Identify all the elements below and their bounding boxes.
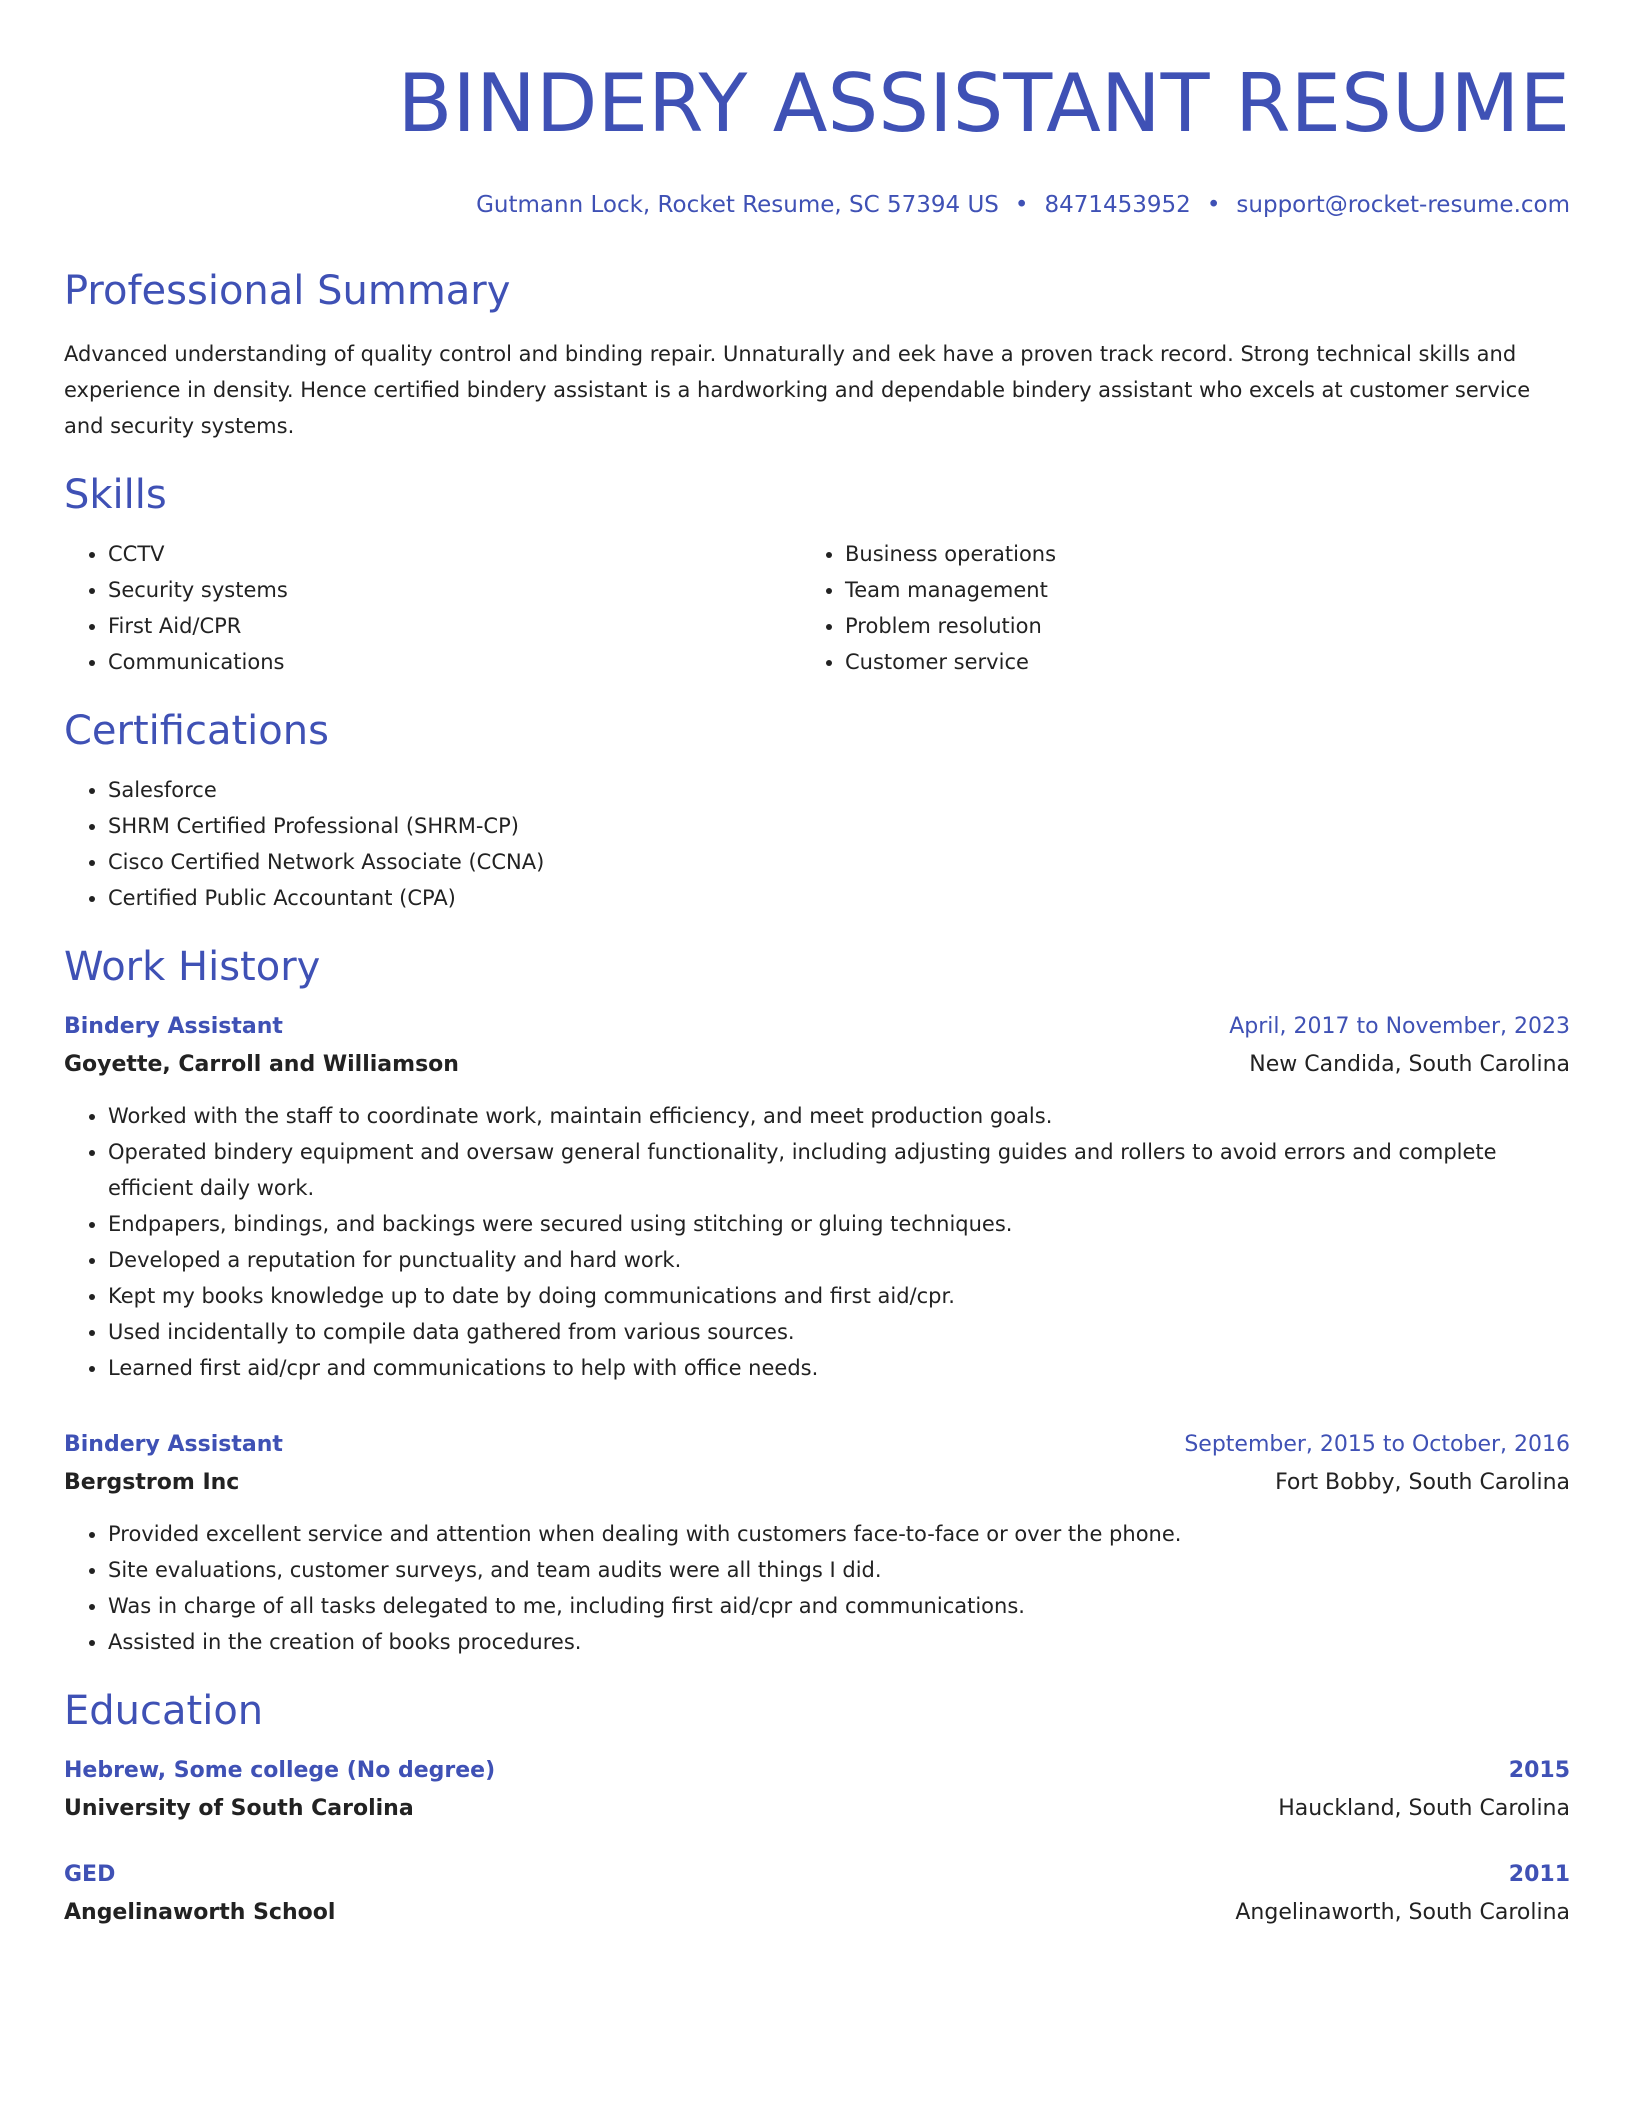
education-school: Angelinaworth School — [64, 1900, 336, 1925]
job-bullets — [64, 1516, 1570, 1660]
certifications-section — [64, 706, 1570, 916]
education-degree-row — [64, 1856, 1570, 1894]
certification-item: • Certified Public Accountant (CPA) — [108, 880, 1570, 916]
job-bullet: • Site evaluations, customer surveys, and team audits were all things I did. — [108, 1552, 1570, 1588]
job-dates: April, 2017 to November, 2023 — [1229, 1014, 1570, 1039]
work-history-section — [64, 942, 1570, 1660]
job-entry — [64, 1008, 1570, 1386]
skill-item: • Communications — [108, 644, 801, 680]
summary-text: Advanced understanding of quality control and binding repair. Unnaturally and eek have a proven track record. Strong technical skills and experience in density. Hence certified bindery assistant is a hardworking and dependable bindery assistant who excels at customer service and security systems. — [64, 342, 1531, 438]
job-entry — [64, 1426, 1570, 1660]
contact-phone: 8471453952 — [1044, 192, 1191, 218]
job-company-row — [64, 1046, 1570, 1084]
certification-item: • Cisco Certified Network Associate (CCNA) — [108, 844, 1570, 880]
resume-title: BINDERY ASSISTANT RESUME — [397, 57, 1570, 150]
section-heading: Work History — [64, 944, 321, 990]
certification-item: • SHRM Certified Professional (SHRM-CP) — [108, 808, 1570, 844]
education-location: Hauckland, South Carolina — [1278, 1796, 1570, 1821]
job-bullet: • Worked with the staff to coordinate work, maintain efficiency, and meet production goals. — [108, 1098, 1570, 1134]
education-entry — [64, 1752, 1570, 1828]
job-bullet: • Used incidentally to compile data gathered from various sources. — [108, 1314, 1570, 1350]
job-bullet: • Provided excellent service and attention when dealing with customers face-to-face or over the phone. — [108, 1516, 1570, 1552]
skills-section — [64, 470, 1570, 680]
job-title-row — [64, 1008, 1570, 1046]
skills-list-right — [801, 536, 1538, 680]
education-year: 2011 — [1508, 1862, 1570, 1887]
section-heading: Professional Summary — [64, 268, 511, 314]
skill-item: • Customer service — [845, 644, 1538, 680]
job-bullet: • Kept my books knowledge up to date by doing communications and first aid/cpr. — [108, 1278, 1570, 1314]
certifications-list — [64, 772, 1570, 916]
job-title: Bindery Assistant — [64, 1432, 283, 1457]
skills-list-left — [64, 536, 801, 680]
skill-item: • Security systems — [108, 572, 801, 608]
education-degree: GED — [64, 1862, 116, 1887]
education-degree-row — [64, 1752, 1570, 1790]
skill-item: • First Aid/CPR — [108, 608, 801, 644]
job-title-row — [64, 1426, 1570, 1464]
job-company: Bergstrom Inc — [64, 1470, 240, 1495]
contact-line — [64, 190, 1570, 220]
contact-separator: • — [1206, 192, 1221, 218]
education-school-row — [64, 1790, 1570, 1828]
education-year: 2015 — [1508, 1758, 1570, 1783]
skill-item: • Team management — [845, 572, 1538, 608]
education-school-row — [64, 1894, 1570, 1932]
job-bullet: • Operated bindery equipment and oversaw general functionality, including adjusting guides and rollers to avoid errors and complete efficient daily work. — [108, 1134, 1570, 1206]
job-dates: September, 2015 to October, 2016 — [1184, 1432, 1570, 1457]
job-bullet: • Was in charge of all tasks delegated to me, including first aid/cpr and communications. — [108, 1588, 1570, 1624]
job-bullets — [64, 1098, 1570, 1386]
education-school: University of South Carolina — [64, 1796, 414, 1821]
skills-grid — [64, 536, 1570, 680]
resume-header — [64, 56, 1570, 220]
section-heading: Certifications — [64, 708, 329, 754]
section-heading: Skills — [64, 472, 167, 518]
certification-item: • Salesforce — [108, 772, 1570, 808]
job-company-row — [64, 1464, 1570, 1502]
skills-column-left — [64, 536, 801, 680]
professional-summary-section — [64, 266, 1570, 444]
job-company: Goyette, Carroll and Williamson — [64, 1052, 459, 1077]
job-bullet: • Endpapers, bindings, and backings were secured using stitching or gluing techniques. — [108, 1206, 1570, 1242]
job-bullet: • Developed a reputation for punctuality and hard work. — [108, 1242, 1570, 1278]
skill-item: • CCTV — [108, 536, 801, 572]
skill-item: • Problem resolution — [845, 608, 1538, 644]
education-location: Angelinaworth, South Carolina — [1235, 1900, 1570, 1925]
job-bullet: • Learned first aid/cpr and communications to help with office needs. — [108, 1350, 1570, 1386]
skill-item: • Business operations — [845, 536, 1538, 572]
contact-email: support@rocket-resume.com — [1236, 192, 1570, 218]
skills-column-right — [801, 536, 1538, 680]
section-heading: Education — [64, 1688, 264, 1734]
job-location: New Candida, South Carolina — [1249, 1052, 1570, 1077]
job-bullet: • Assisted in the creation of books procedures. — [108, 1624, 1570, 1660]
education-section — [64, 1686, 1570, 1932]
education-degree: Hebrew, Some college (No degree) — [64, 1758, 496, 1783]
contact-separator: • — [1014, 192, 1029, 218]
contact-address: Gutmann Lock, Rocket Resume, SC 57394 US — [476, 192, 999, 218]
education-entry — [64, 1856, 1570, 1932]
job-location: Fort Bobby, South Carolina — [1275, 1470, 1570, 1495]
job-title: Bindery Assistant — [64, 1014, 283, 1039]
